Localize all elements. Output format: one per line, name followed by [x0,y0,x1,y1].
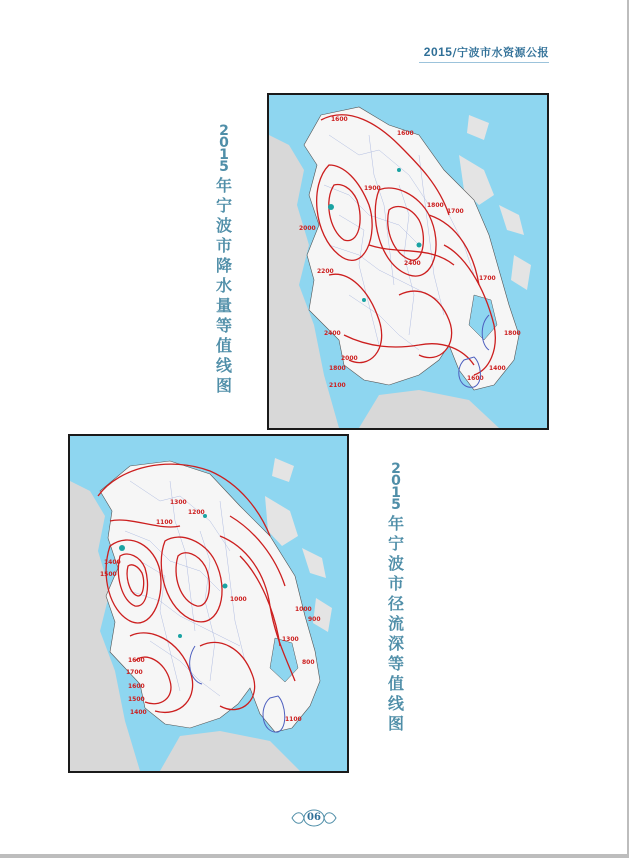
page-number [290,807,338,829]
contour-label: 2000 [299,225,316,232]
runoff-map-title: 2 0 1 5 年 宁 波 市 径 流 深 等 值 线 图 [387,461,404,733]
page-number-text: 06 [307,812,321,823]
contour-label: 1400 [489,365,506,372]
contour-label: 900 [308,616,321,623]
contour-label: 1600 [128,683,145,690]
contour-label: 800 [302,659,315,666]
contour-label: 1700 [126,669,143,676]
contour-label: 1000 [230,596,247,603]
header-year: 2015 [423,45,453,59]
contour-label: 1700 [447,208,464,215]
contour-label: 1600 [397,130,414,137]
contour-label: 1400 [130,709,147,716]
runoff-map-svg [70,436,347,771]
contour-label: 1400 [104,559,121,566]
contour-label: 2100 [329,382,346,389]
precipitation-map-svg [269,95,547,428]
contour-label: 1800 [329,365,346,372]
contour-label: 1900 [364,185,381,192]
contour-label: 1600 [128,657,145,664]
contour-label: 1500 [100,571,117,578]
contour-label: 1500 [128,696,145,703]
contour-label: 1200 [188,509,205,516]
contour-label: 1800 [504,330,521,337]
contour-label: 1300 [282,636,299,643]
contour-label: 1100 [156,519,173,526]
contour-label: 1800 [427,202,444,209]
contour-label: 1700 [479,275,496,282]
contour-label: 2400 [404,260,421,267]
contour-label: 2200 [317,268,334,275]
contour-label: 2000 [341,355,358,362]
contour-label: 1000 [295,606,312,613]
runoff-contour-map [68,434,349,773]
header-title: 宁波市水资源公报 [457,46,549,59]
contour-label: 2400 [324,330,341,337]
contour-label: 1600 [467,375,484,382]
precipitation-map-title: 2 0 1 5 年 宁 波 市 降 水 量 等 值 线 图 [215,123,232,395]
header-slash: / [452,46,457,59]
precipitation-contour-map [267,93,549,430]
page-header [424,44,549,60]
contour-label: 1100 [285,716,302,723]
contour-label: 1300 [170,499,187,506]
header-rule [419,62,549,63]
contour-label: 1600 [331,116,348,123]
